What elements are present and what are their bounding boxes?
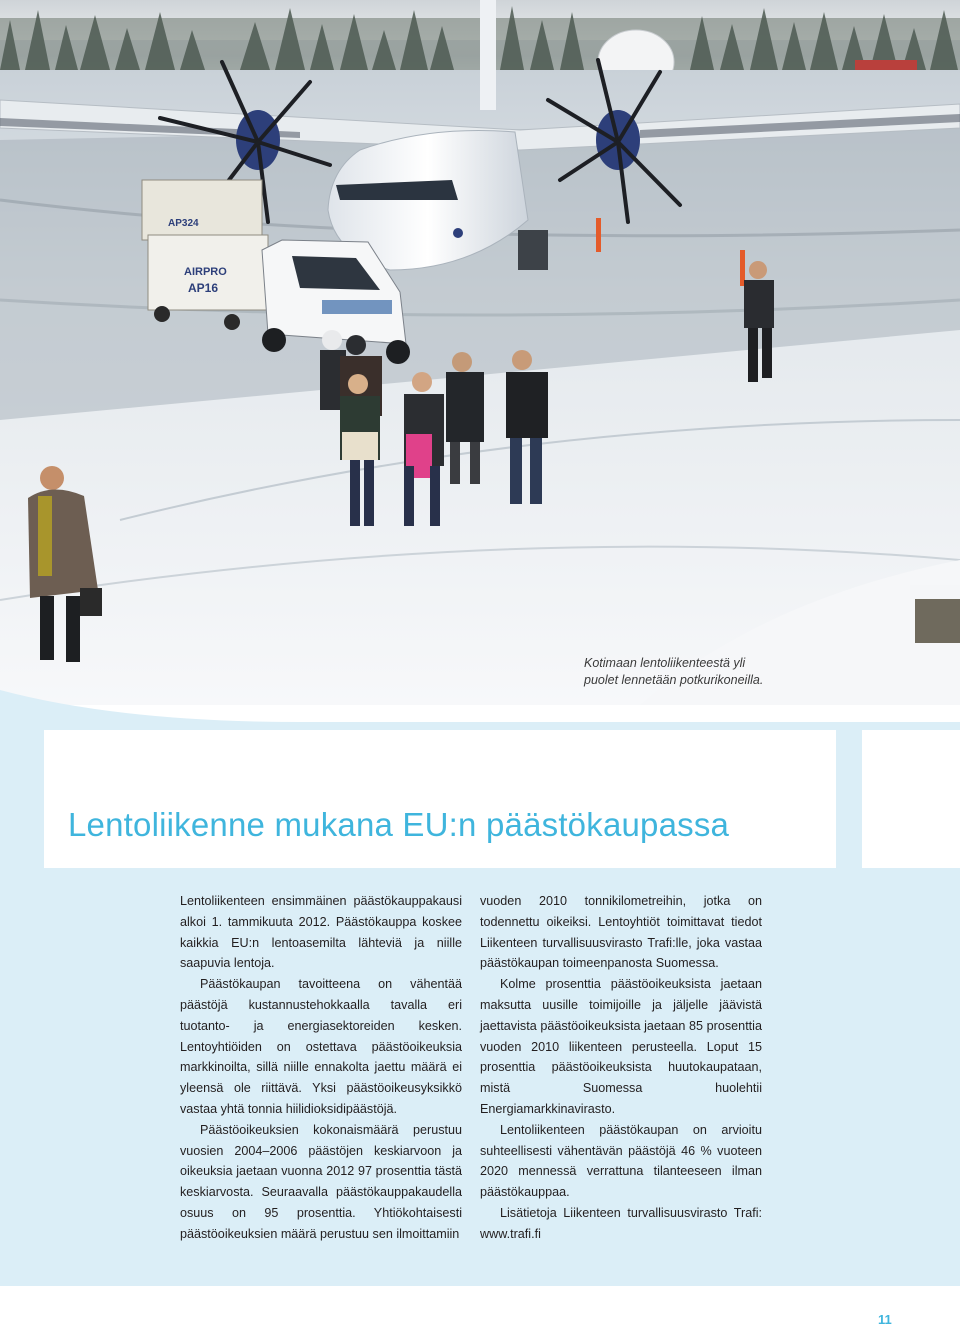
paragraph: Kolme prosenttia päästöoikeuksista jaetaan maksutta uusille toimijoille ja jäljelle jäävistä jaettavista päästöoikeuksista jaetaan 85 prosenttia vuoden 2010 liikenteen perusteella. Loput 15 prosenttia päästöoikeuksista huutokaupataan, mistä Suomessa huolehtii Energiamarkkinavirasto. [480,977,762,1116]
right-column [480,891,762,1245]
page-number: 11 [878,1312,892,1327]
decorative-block-left [0,722,44,872]
svg-text:AP16: AP16 [188,281,219,295]
paragraph: Lentoliikenteen ensimmäinen päästökauppakausi alkoi 1. tammikuuta 2012. Päästökauppa koskee kaikkia EU:n lentoasemilta lähteviä ja niille saapuvia lentoja. [180,894,462,971]
left-column [180,891,462,1245]
svg-text:AP324: AP324 [168,218,199,229]
article-heading: Lentoliikenne mukana EU:n päästökaupassa [68,806,730,843]
paragraph: Lentoliikenteen päästökaupan on arvioitu suhteellisesti vähentävän päästöjä 46 % vuoteen 2020 mennessä verrattuna tilanteeseen ilman päästökauppaa. [480,1122,762,1200]
paragraph: Päästöoikeuksien kokonaismäärä perustuu vuosien 2004–2006 päästöjen keskiarvoon ja oikeuksia jaetaan vuonna 2012 97 prosenttia tästä keskiarvosta. Seuraavalla päästökauppakaudella osuus on 95 prosenttia. Yhtiökohtaisesti päästöoikeuksien määrä perustuu sen ilmoittamiin [180,1122,462,1241]
decorative-wave [0,690,960,730]
photo-caption [584,655,804,689]
paragraph: Lisätietoja Liikenteen turvallisuusvirasto Trafi: www.trafi.fi [480,1205,762,1241]
caption-line-1: Kotimaan lentoliikenteestä yli [584,656,746,670]
svg-text:AIRPRO: AIRPRO [184,266,227,278]
snow-covered-box [915,595,960,643]
decorative-block-right [836,722,862,872]
paragraph: Päästökaupan tavoitteena on vähentää päästöjä kustannustehokkaalla tavalla eri tuotanto- ja energiasektoreiden kesken. Lentoyhtiöiden on ostettava päästöoikeuksia markkinoilta, sillä niille ennakolta jaettu määrä ei yleensä ole riittävä. Yksi päästöoikeusyksikkö vastaa yhtä tonnia hiilidioksidipäästöjä. [180,977,462,1116]
paragraph: vuoden 2010 tonnikilometreihin, jotka on todennettu oikeiksi. Lentoyhtiöt toimittavat tiedot Liikenteen turvallisuusvirasto Trafi:lle, joka vastaa päästökaupan toimeenpanosta Suomessa. [480,894,762,971]
caption-line-2: puolet lennetään potkurikoneilla. [584,673,764,687]
